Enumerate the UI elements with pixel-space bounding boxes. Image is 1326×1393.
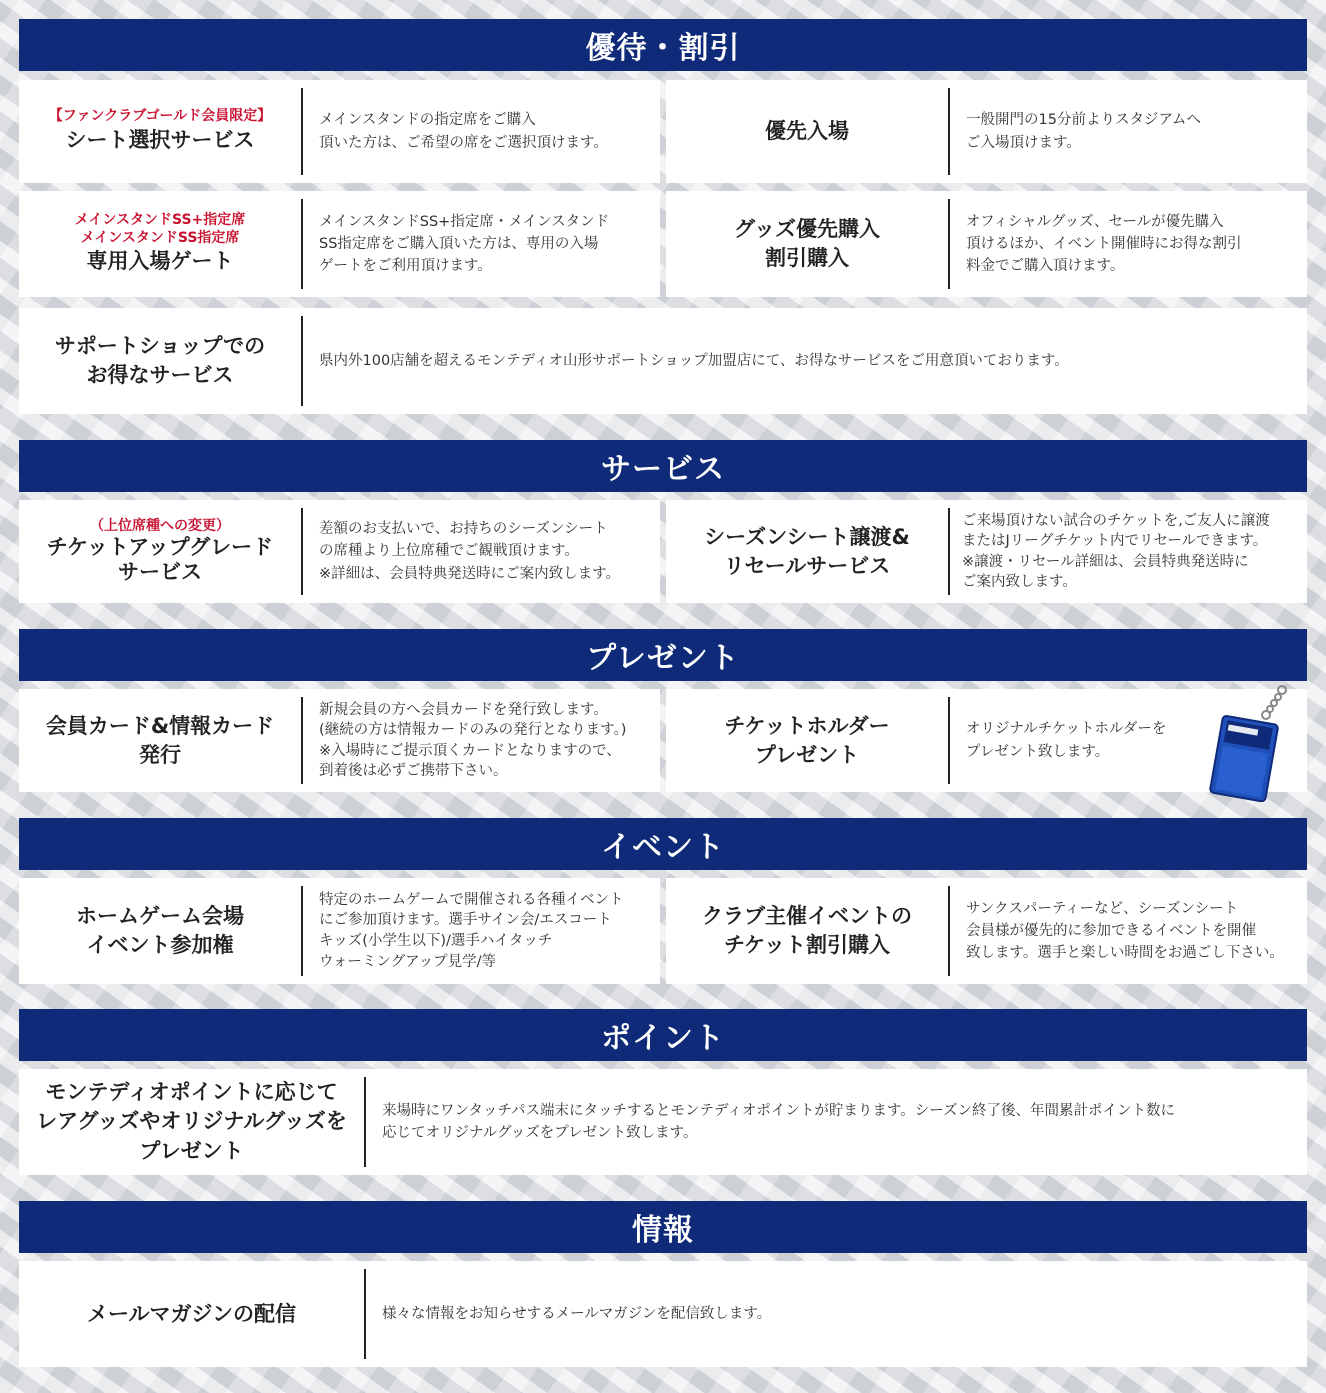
service-resale xyxy=(666,500,1307,603)
section-title-service: サービス xyxy=(19,440,1307,492)
mail-magazine-label: メールマガジンの配信 xyxy=(86,1301,297,1326)
montedio-point-desc: 来場時にワンタッチパス端末にタッチするとモンテディオポイントが貯まります。シーズン終了後、年間累計ポイント数に 応じてオリジナルグッズをプレゼント致します。 xyxy=(382,1102,1175,1141)
benefit-seat-select xyxy=(19,80,660,183)
seat-select-desc: メインスタンドの指定席をご購入 頂いた方は、ご希望の席をご選択頂けます。 xyxy=(319,112,608,151)
event-home-game xyxy=(19,878,660,984)
ticket-holder-desc: オリジナルチケットホルダーを プレゼント致します。 xyxy=(966,721,1167,760)
seat-select-label: シート選択サービス xyxy=(65,127,255,152)
mail-magazine-desc: 様々な情報をお知らせするメールマガジンを配信致します。 xyxy=(382,1305,772,1322)
benefit-priority-entry xyxy=(666,80,1307,183)
member-card-label: 会員カード&情報カード 発行 xyxy=(45,713,275,767)
benefit-goods-priority xyxy=(666,191,1307,297)
home-game-desc: 特定のホームゲームで開催される各種イベント にご参加頂けます。選手サイン会/エスコート キッズ(小学生以下)/選手ハイタッチ ウォーミングアップ見学/等 xyxy=(319,891,624,970)
section-title-info: 情報 xyxy=(19,1201,1307,1253)
club-event-desc: サンクスパーティーなど、シーズンシート 会員様が優先的に参加できるイベントを開催 致します。選手と楽しい時間をお過ごし下さい。 xyxy=(966,900,1284,962)
event-club-event xyxy=(666,878,1307,984)
service-upgrade xyxy=(19,500,660,603)
member-card-desc: 新規会員の方へ会員カードを発行致します。 (継続の方は情報カードのみの発行となります。) ※入場時にご提示頂くカードとなりますので、 到着後は必ずご携帯下さい。 xyxy=(319,701,627,779)
support-shop-label: サポートショップでの お得なサービス xyxy=(54,334,266,387)
home-game-label: ホームゲーム会場 イベント参加権 xyxy=(76,904,244,957)
section-title-point: ポイント xyxy=(19,1009,1307,1061)
upgrade-desc: 差額のお支払いで、お持ちのシーズンシート の席種より上位席種でご観戦頂けます。 ※詳細は、会員特典発送時にご案内致します。 xyxy=(319,521,620,582)
upgrade-tag: （上位席種への変更） xyxy=(90,517,230,534)
ticket-holder-label: チケットホルダー プレゼント xyxy=(724,713,890,767)
upgrade-label: チケットアップグレード サービス xyxy=(46,535,274,585)
section-title-event: イベント xyxy=(19,818,1307,870)
benefit-dedicated-gate xyxy=(19,191,660,297)
ticket-holder-icon xyxy=(1196,684,1296,802)
dedicated-gate-label: 専用入場ゲート xyxy=(86,249,234,274)
present-member-card xyxy=(19,689,660,792)
point-montedio-point xyxy=(19,1069,1307,1175)
section-title-benefits: 優待・割引 xyxy=(19,19,1307,71)
seat-select-tag: 【ファンクラブゴールド会員限定】 xyxy=(48,108,272,125)
montedio-point-label: モンテディオポイントに応じて レアグッズやオリジナルグッズを プレゼント xyxy=(36,1079,347,1163)
resale-label: シーズンシート譲渡& リセールサービス xyxy=(704,524,910,578)
goods-priority-label: グッズ優先購入 割引購入 xyxy=(734,217,880,270)
dedicated-gate-desc: メインスタンドSS+指定席・メインスタンド SS指定席をご購入頂いた方は、専用の入場 ゲートをご利用頂けます。 xyxy=(319,213,610,275)
resale-desc: ご来場頂けない試合のチケットを,ご友人に譲渡 またはJリーグチケット内でリセールできます。 ※譲渡・リセール詳細は、会員特典発送時に ご案内致します。 xyxy=(962,512,1270,590)
section-title-present: プレゼント xyxy=(19,629,1307,681)
support-shop-desc: 県内外100店舗を超えるモンテディオ山形サポートショップ加盟店にて、お得なサービスをご用意頂いております。 xyxy=(319,352,1069,369)
dedicated-gate-tag: メインスタンドSS+指定席 メインスタンドSS指定席 xyxy=(74,212,246,246)
priority-entry-desc: 一般開門の15分前よりスタジアムへ ご入場頂けます。 xyxy=(966,112,1201,151)
club-event-label: クラブ主催イベントの チケット割引購入 xyxy=(702,904,912,957)
goods-priority-desc: オフィシャルグッズ、セールが優先購入 頂けるほか、イベント開催時にお得な割引 料金でご購入頂けます。 xyxy=(966,213,1242,275)
info-mail-magazine xyxy=(19,1261,1307,1367)
benefit-support-shop xyxy=(19,308,1307,414)
priority-entry-label: 優先入場 xyxy=(765,119,849,144)
